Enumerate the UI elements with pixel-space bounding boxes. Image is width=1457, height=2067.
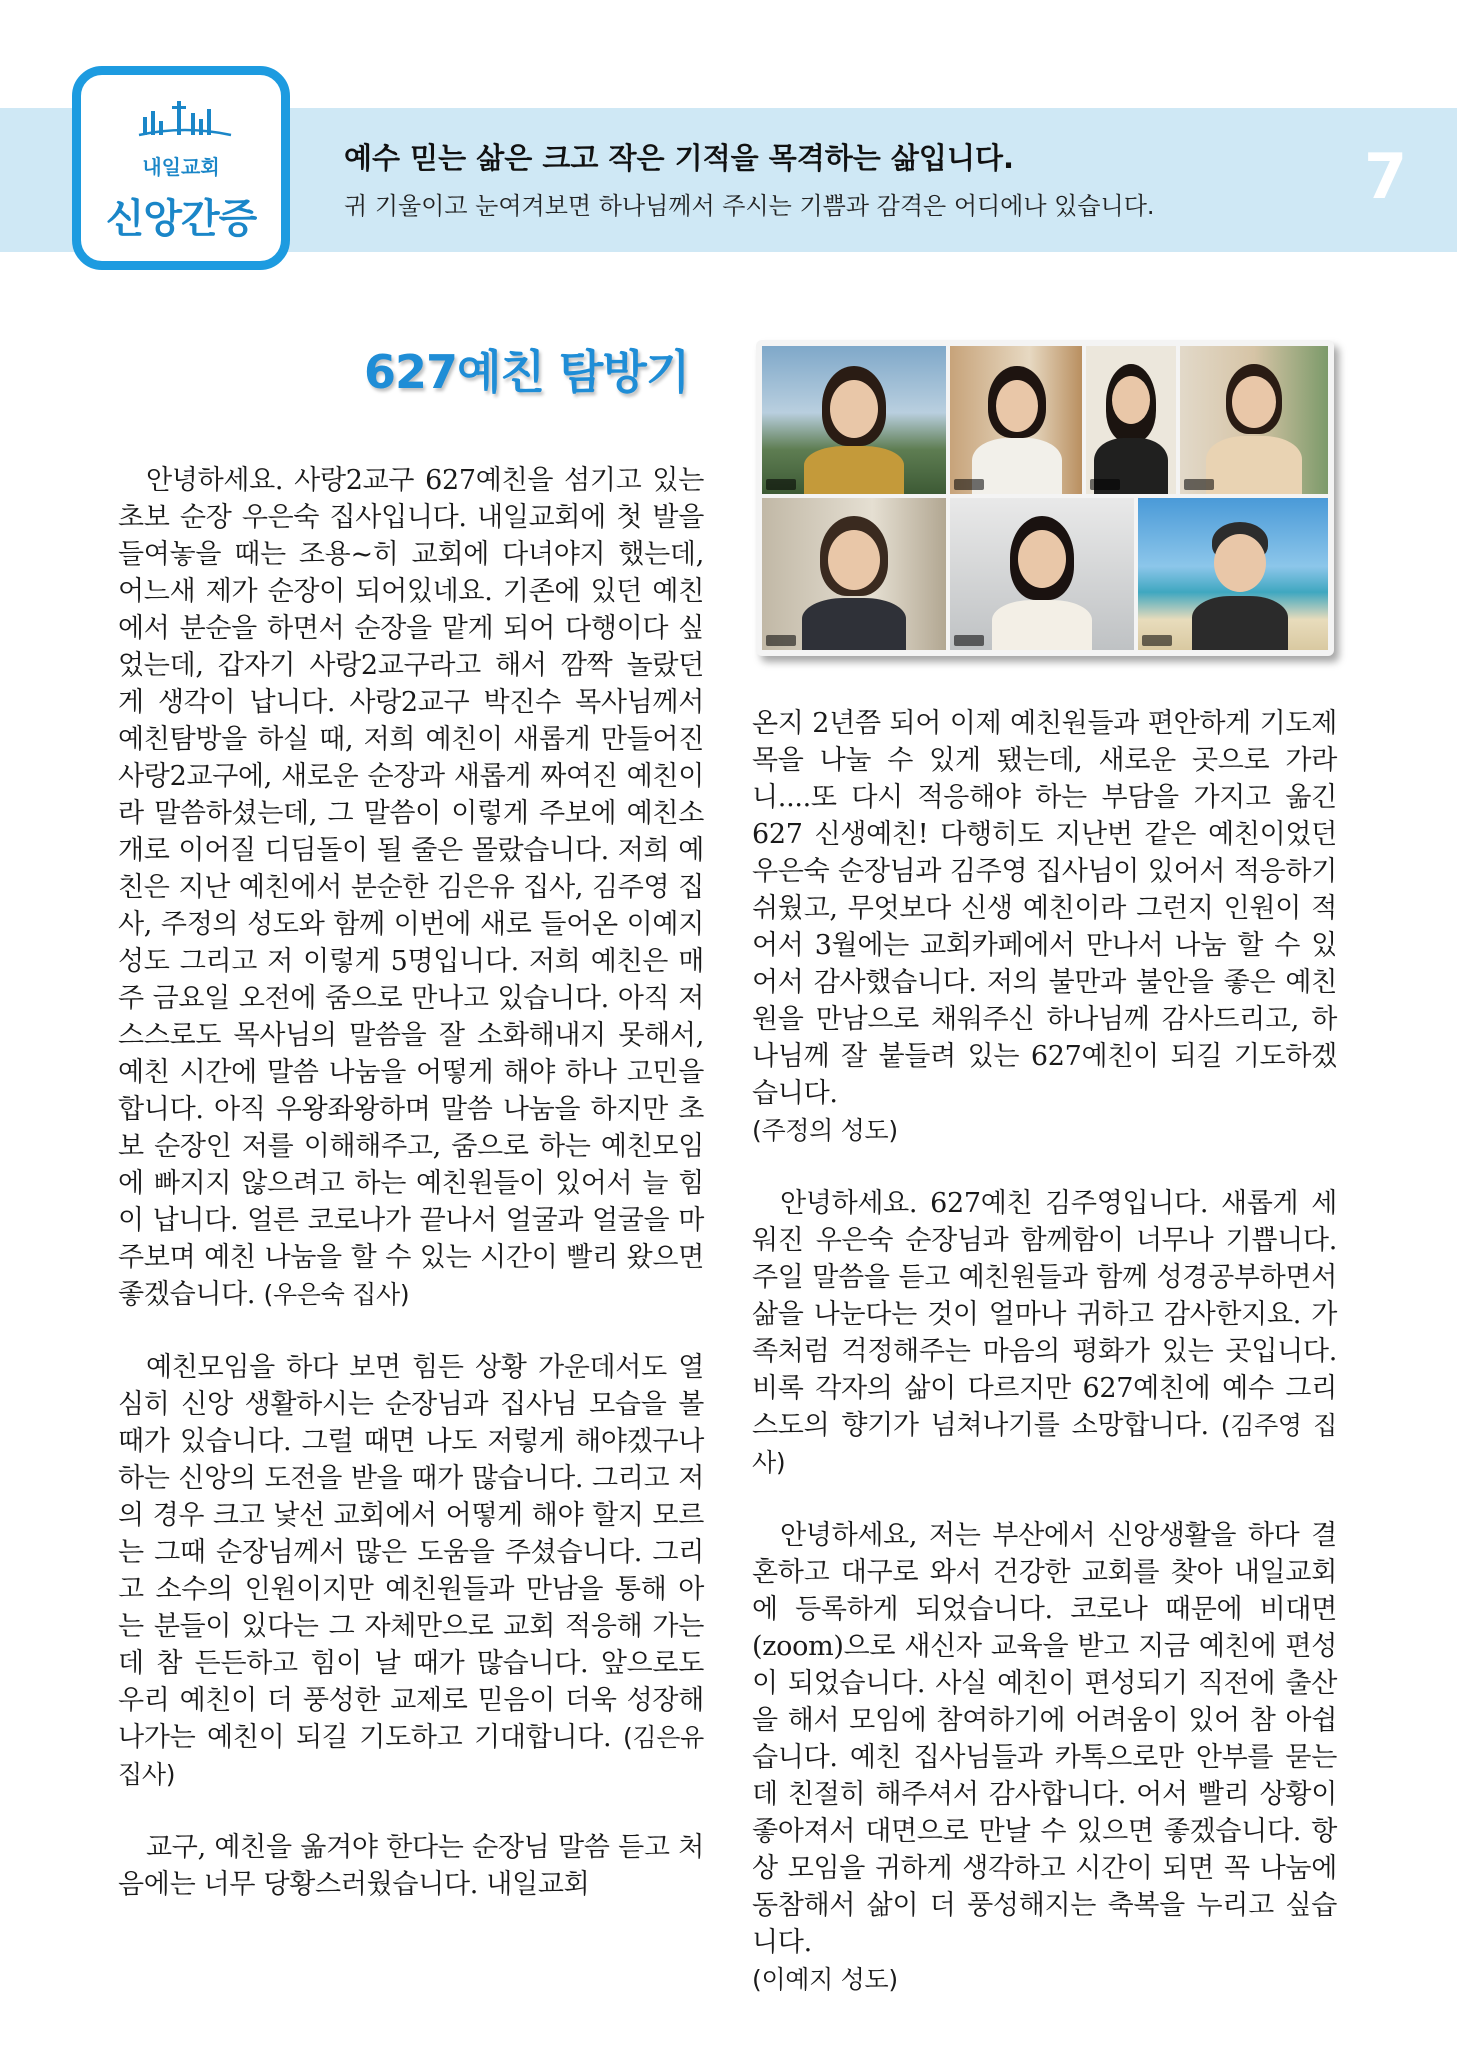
page-subheadline: 귀 기울이고 눈여겨보면 하나님께서 주시는 기쁨과 감격은 어디에나 있습니다. <box>344 192 1155 220</box>
article-right-column <box>752 705 1337 1998</box>
video-call-tile <box>1086 346 1176 494</box>
video-call-tile <box>950 498 1134 650</box>
author-signature: (이예지 성도) <box>752 1965 898 1994</box>
author-attribution: (김주영 집사) <box>752 1411 1337 1477</box>
church-logo-text: 내일교회 <box>142 155 220 179</box>
video-call-tile <box>762 346 946 494</box>
article-paragraph: 안녕하세요. 사랑2교구 627예친을 섬기고 있는 초보 순장 우은숙 집사입니다. 내일교회에 첫 발을 들여놓을 때는 조용~히 교회에 다녀야지 했는데, 어느새 제가 순장이 되어있네요. 기존에 있던 예친에서 분순을 하면서 순장을 맡게 되어 다행이다 싶었는데, 갑자기 사랑2교구라고 해서 깜짝 놀랐던 게 생각이 납니다. 사랑2교구 박진수 목사님께서 예친탐방을 하실 때, 저희 예친이 새롭게 만들어진 사랑2교구에, 새로운 순장과 새롭게 짜여진 예친이라 말씀하셨는데, 그 말씀이 이렇게 주보에 예친소개로 이어질 디딤돌이 될 줄은 몰랐습니다. 저희 예친은 지난 예친에서 분순한 김은유 집사, 김주영 집사, 주정의 성도와 함께 이번에 새로 들어온 이예지 성도 그리고 저 이렇게 5명입니다. 저희 예친은 매주 금요일 오전에 줌으로 만나고 있습니다. 아직 저 스스로도 목사님의 말씀을 잘 소화해내지 못해서, 예친 시간에 말씀 나눔을 어떻게 해야 하나 고민을 합니다. 아직 우왕좌왕하며 말씀 나눔을 하지만 초보 순장인 저를 이해해주고, 줌으로 하는 예친모임에 빠지지 않으려고 하는 예친원들이 있어서 늘 힘이 납니다. 얼른 코로나가 끝나서 얼굴과 얼굴을 마주보며 예친 나눔을 할 수 있는 시간이 빨리 왔으면 좋겠습니다. <box>118 465 704 1310</box>
article-paragraph: 안녕하세요. 627예친 김주영입니다. 새롭게 세워진 우은숙 순장님과 함께함이 너무나 기쁩니다. 주일 말씀을 듣고 예친원들과 함께 성경공부하면서 삶을 나눈다는 것이 얼마나 귀하고 감사한지요. 가족처럼 걱정해주는 마음의 평화가 있는 곳입니다. 비록 각자의 삶이 다르지만 627예친에 예수 그리스도의 향기가 넘쳐나기를 소망합니다. <box>752 1188 1337 1441</box>
video-call-tile <box>762 498 946 650</box>
article-title: 627예친 탐방기 <box>364 345 690 399</box>
church-skyline-icon <box>137 95 233 141</box>
article-paragraph: 온지 2년쯤 되어 이제 예친원들과 편안하게 기도제목을 나눌 수 있게 됐는데, 새로운 곳으로 가라니....또 다시 적응해야 하는 부담을 가지고 옮긴 627 신생예친! 다행히도 지난번 같은 예친이었던 우은숙 순장님과 김주영 집사님이 있어서 적응하기 쉬웠고, 무엇보다 신생 예친이라 그런지 인원이 적어서 3월에는 교회카페에서 만나서 나눔 할 수 있어서 감사했습니다. 저의 불만과 불안을 좋은 예친원을 만남으로 채워주신 하나님께 감사드리고, 하나님께 잘 붙들려 있는 627예친이 되길 기도하겠습니다. <box>752 708 1337 1109</box>
article-paragraph: 안녕하세요, 저는 부산에서 신앙생활을 하다 결혼하고 대구로 와서 건강한 교회를 찾아 내일교회에 등록하게 되었습니다. 코로나 때문에 비대면(zoom)으로 새신자 교육을 받고 지금 예친에 편성이 되었습니다. 사실 예친이 편성되기 직전에 출산을 해서 모임에 참여하기에 어려움이 있어 참 아쉽습니다. 예친 집사님들과 카톡으로만 안부를 묻는데 친절히 해주셔서 감사합니다. 어서 빨리 상황이 좋아져서 대면으로 만날 수 있으면 좋겠습니다. 항상 모임을 귀하게 생각하고 시간이 되면 꼭 나눔에 동참해서 삶이 더 풍성해지는 축복을 누리고 싶습니다. <box>752 1520 1337 1958</box>
zoom-group-photo <box>756 340 1334 656</box>
video-call-tile <box>1138 498 1328 650</box>
author-attribution: (김은유 집사) <box>118 1723 704 1789</box>
article-paragraph: 교구, 예친을 옮겨야 한다는 순장님 말씀 듣고 처음에는 너무 당황스러웠습니다. 내일교회 <box>118 1832 704 1900</box>
author-signature: (주정의 성도) <box>752 1116 898 1145</box>
video-call-tile <box>1180 346 1328 494</box>
author-attribution: (우은숙 집사) <box>263 1280 410 1309</box>
page-headline: 예수 믿는 삶은 크고 작은 기적을 목격하는 삶입니다. <box>344 141 1014 175</box>
article-left-column <box>118 462 704 1903</box>
article-paragraph: 예친모임을 하다 보면 힘든 상황 가운데서도 열심히 신앙 생활하시는 순장님과 집사님 모습을 볼 때가 있습니다. 그럴 때면 나도 저렇게 해야겠구나 하는 신앙의 도전을 받을 때가 많습니다. 그리고 저의 경우 크고 낯선 교회에서 어떻게 해야 할지 모르는 그때 순장님께서 많은 도움을 주셨습니다. 그리고 소수의 인원이지만 예친원들과 만남을 통해 아는 분들이 있다는 그 자체만으로 교회 적응해 가는데 참 든든하고 힘이 날 때가 많습니다. 앞으로도 우리 예친이 더 풍성한 교제로 믿음이 더욱 성장해 나가는 예친이 되길 기도하고 기대합니다. <box>118 1352 704 1753</box>
page-number: 7 <box>1364 140 1408 213</box>
section-badge <box>72 66 290 270</box>
video-call-tile <box>950 346 1082 494</box>
section-label: 신앙간증 <box>105 196 257 242</box>
